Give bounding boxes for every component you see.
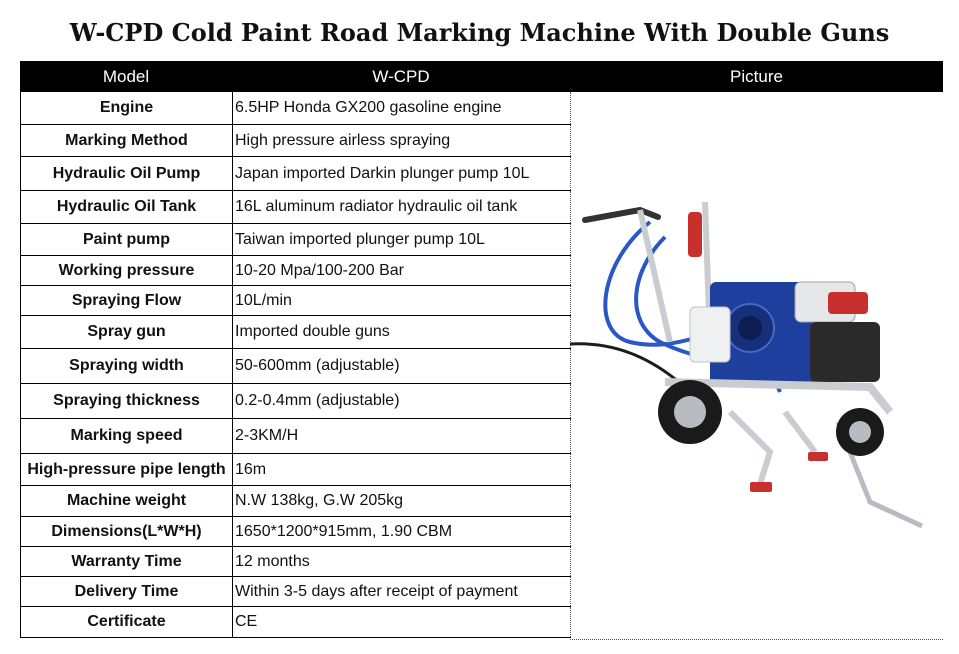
spec-label: Certificate bbox=[21, 607, 233, 637]
spec-value: 16m bbox=[233, 454, 571, 485]
spec-value: 0.2-0.4mm (adjustable) bbox=[233, 384, 571, 418]
spec-label: Dimensions(L*W*H) bbox=[21, 517, 233, 546]
spec-value: 2-3KM/H bbox=[233, 419, 571, 453]
spec-value: Japan imported Darkin plunger pump 10L bbox=[233, 157, 571, 190]
spec-value: 50-600mm (adjustable) bbox=[233, 349, 571, 383]
table-row bbox=[21, 607, 571, 638]
road-marking-machine-image bbox=[570, 92, 943, 640]
spec-label: Spraying width bbox=[21, 349, 233, 383]
spec-label: Spraying Flow bbox=[21, 286, 233, 315]
table-row bbox=[21, 577, 571, 607]
table-row bbox=[21, 547, 571, 577]
spec-label: Marking Method bbox=[21, 125, 233, 156]
page-title: W-CPD Cold Paint Road Marking Machine With Double Guns bbox=[69, 18, 890, 47]
spec-table bbox=[20, 61, 943, 641]
spec-label: Engine bbox=[21, 92, 233, 124]
table-row bbox=[21, 349, 571, 384]
table-row bbox=[21, 517, 571, 547]
spec-label: Machine weight bbox=[21, 486, 233, 516]
spec-label: Spraying thickness bbox=[21, 384, 233, 418]
table-row bbox=[21, 419, 571, 454]
spec-label: High-pressure pipe length bbox=[21, 454, 233, 485]
table-row bbox=[21, 224, 571, 256]
spec-value: 16L aluminum radiator hydraulic oil tank bbox=[233, 191, 571, 223]
spec-value: High pressure airless spraying bbox=[233, 125, 571, 156]
table-row bbox=[21, 286, 571, 316]
spec-label: Warranty Time bbox=[21, 547, 233, 576]
spec-label: Working pressure bbox=[21, 256, 233, 285]
spec-label: Delivery Time bbox=[21, 577, 233, 606]
header-spec: W-CPD bbox=[232, 61, 570, 92]
table-row bbox=[21, 316, 571, 349]
spec-value: 12 months bbox=[233, 547, 571, 576]
header-picture: Picture bbox=[570, 61, 943, 92]
spec-value: Imported double guns bbox=[233, 316, 571, 348]
spec-value: 10-20 Mpa/100-200 Bar bbox=[233, 256, 571, 285]
table-row bbox=[21, 157, 571, 191]
table-row bbox=[21, 125, 571, 157]
table-row bbox=[21, 486, 571, 517]
spec-value: N.W 138kg, G.W 205kg bbox=[233, 486, 571, 516]
header-model: Model bbox=[20, 61, 232, 92]
table-row bbox=[21, 256, 571, 286]
spec-value: 6.5HP Honda GX200 gasoline engine bbox=[233, 92, 571, 124]
table-row bbox=[21, 92, 571, 125]
spec-value: Taiwan imported plunger pump 10L bbox=[233, 224, 571, 255]
spec-rows bbox=[20, 92, 571, 638]
table-row bbox=[21, 191, 571, 224]
spec-value: 1650*1200*915mm, 1.90 CBM bbox=[233, 517, 571, 546]
product-picture bbox=[570, 92, 943, 640]
spec-label: Hydraulic Oil Tank bbox=[21, 191, 233, 223]
spec-value: 10L/min bbox=[233, 286, 571, 315]
spec-label: Spray gun bbox=[21, 316, 233, 348]
spec-label: Marking speed bbox=[21, 419, 233, 453]
spec-label: Paint pump bbox=[21, 224, 233, 255]
spec-label: Hydraulic Oil Pump bbox=[21, 157, 233, 190]
table-row bbox=[21, 384, 571, 419]
spec-value: CE bbox=[233, 607, 571, 637]
table-row bbox=[21, 454, 571, 486]
spec-value: Within 3-5 days after receipt of payment bbox=[233, 577, 571, 606]
